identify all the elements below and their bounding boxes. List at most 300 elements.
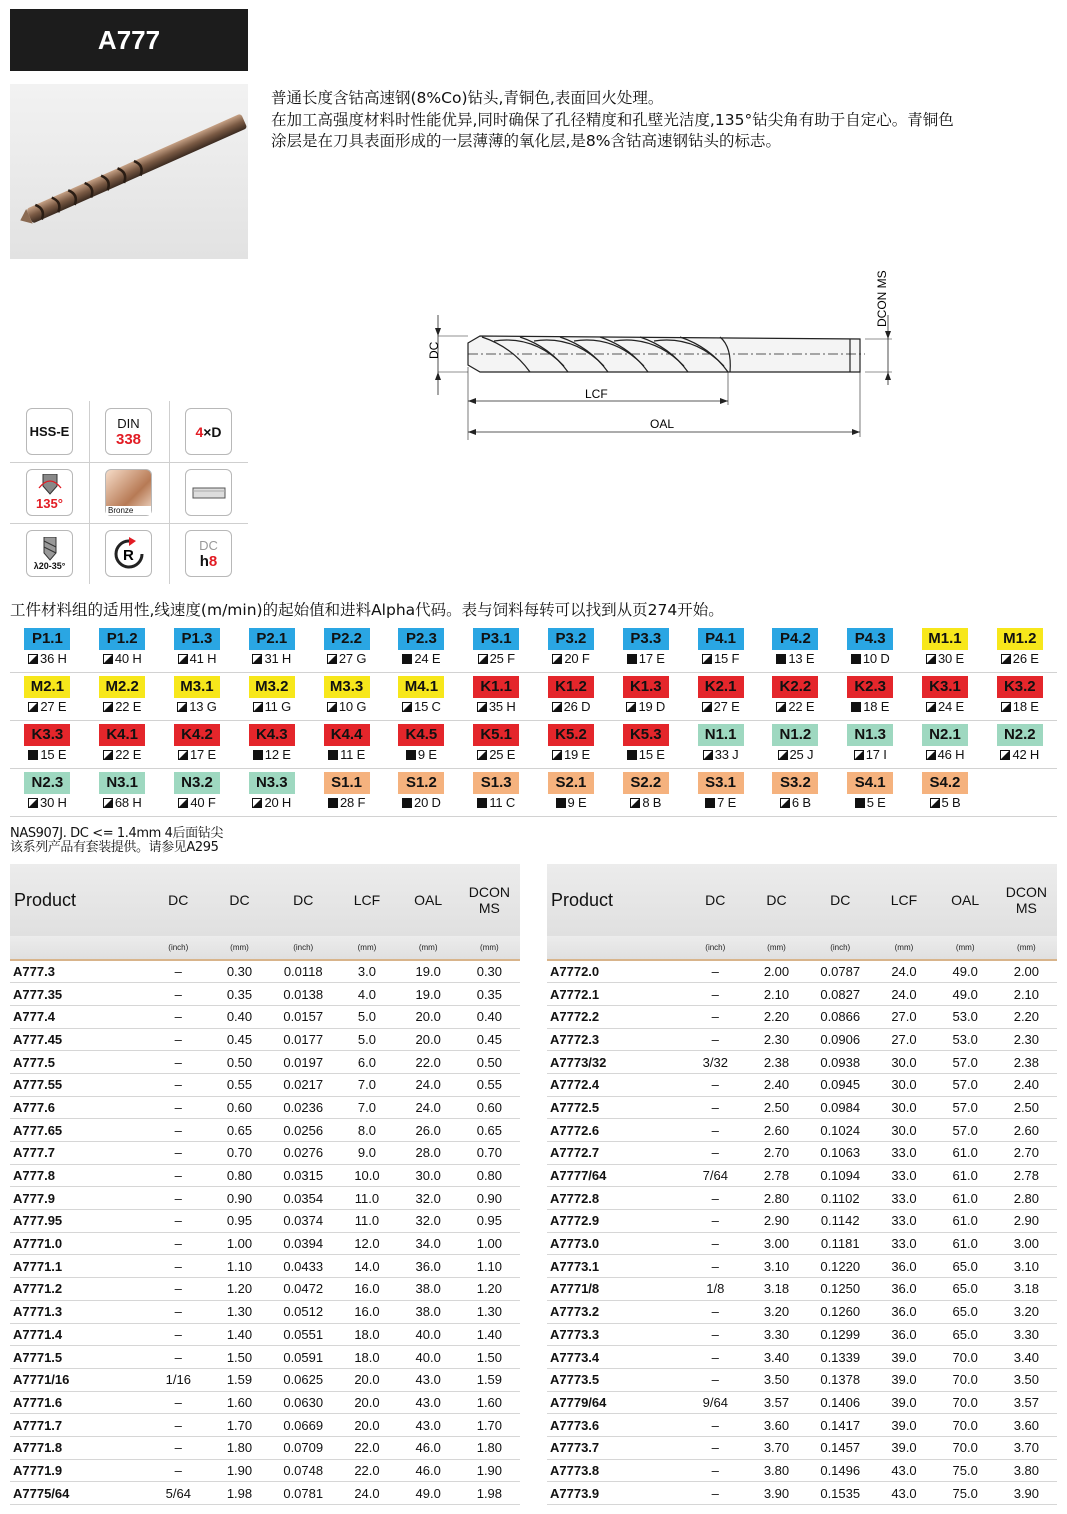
column-header: OAL	[398, 864, 459, 936]
half-square-icon	[1001, 702, 1011, 712]
product-code: A7771.6	[10, 1391, 148, 1414]
table-cell: 65.0	[935, 1323, 996, 1346]
material-code: S4.2	[922, 772, 968, 794]
product-code: A7773.1	[547, 1255, 685, 1278]
feed-code: E	[880, 699, 890, 714]
material-cell	[309, 772, 384, 816]
feed-code: E	[955, 699, 964, 714]
table-cell: –	[685, 1436, 746, 1459]
table-cell: 16.0	[336, 1278, 397, 1301]
material-code: M3.1	[174, 676, 220, 698]
feed-code: G	[356, 699, 367, 714]
feed-code: H	[281, 651, 292, 666]
material-code: M2.1	[24, 676, 70, 698]
table-cell: 24.0	[873, 960, 934, 983]
point-angle-icon: 135°	[26, 469, 73, 516]
table-row	[547, 1278, 1057, 1301]
table-cell: 61.0	[935, 1164, 996, 1187]
speed-value: 31	[264, 651, 279, 666]
table-cell: 38.0	[398, 1300, 459, 1323]
table-cell: –	[148, 1391, 209, 1414]
product-code: A7775/64	[10, 1482, 148, 1505]
table-cell: 1.60	[209, 1391, 270, 1414]
table-cell: 53.0	[935, 1005, 996, 1028]
table-cell: 70.0	[935, 1436, 996, 1459]
table-cell: 61.0	[935, 1232, 996, 1255]
table-row	[547, 1005, 1057, 1028]
half-square-icon	[477, 750, 487, 760]
description-line: 涂层是在刀具表面形成的一层薄薄的氧化层,是8%含钴高速钢钻头的标志。	[271, 132, 782, 150]
material-code: M1.1	[922, 628, 968, 650]
material-cell	[758, 724, 833, 768]
material-speed	[384, 698, 459, 716]
material-speed	[459, 746, 534, 764]
material-speed	[384, 794, 459, 812]
table-cell: 1.40	[459, 1323, 520, 1346]
column-header: LCF	[873, 864, 934, 936]
table-cell: 0.55	[459, 1073, 520, 1096]
icon-cell	[89, 401, 168, 462]
material-code: K3.2	[997, 676, 1043, 698]
product-code: A7773.7	[547, 1436, 685, 1459]
feed-code: G	[356, 651, 367, 666]
feed-code: F	[581, 651, 590, 666]
table-cell: 1.30	[209, 1300, 270, 1323]
table-cell: 3.90	[746, 1482, 807, 1505]
column-header: Product	[547, 864, 685, 936]
column-header: DCON MS	[996, 864, 1057, 936]
material-code: K3.3	[24, 724, 70, 746]
half-square-icon	[702, 654, 712, 664]
page-title: A777	[10, 9, 248, 71]
speed-value: 41	[189, 651, 204, 666]
table-cell: 2.38	[996, 1051, 1057, 1074]
speed-value: 6	[791, 795, 799, 810]
feed-code: H	[57, 651, 67, 666]
material-code: S1.1	[324, 772, 370, 794]
material-code: S1.3	[473, 772, 519, 794]
table-cell: –	[685, 1255, 746, 1278]
material-code: P2.1	[249, 628, 295, 650]
drill-dimension-diagram	[410, 255, 910, 440]
material-speed	[908, 650, 983, 668]
material-cell	[982, 724, 1057, 768]
table-cell: 38.0	[398, 1278, 459, 1301]
table-row	[10, 1300, 520, 1323]
speed-value: 28	[339, 795, 355, 810]
table-cell: 0.0256	[270, 1119, 336, 1142]
material-code: N1.1	[698, 724, 744, 746]
table-cell: 0.0472	[270, 1278, 336, 1301]
material-cell	[683, 676, 758, 720]
feed-code: E	[282, 747, 291, 762]
material-speed	[608, 746, 683, 764]
material-cell	[160, 676, 235, 720]
table-cell: 33.0	[873, 1187, 934, 1210]
speed-value: 10	[862, 651, 877, 666]
table-cell: 3.70	[996, 1436, 1057, 1459]
half-square-icon	[103, 750, 113, 760]
filled-square-icon	[627, 750, 637, 760]
table-cell: –	[148, 983, 209, 1006]
half-square-icon	[854, 750, 864, 760]
table-cell: 11.0	[336, 1210, 397, 1233]
speed-value: 11	[264, 699, 278, 714]
filled-square-icon	[328, 750, 338, 760]
table-cell: 0.30	[209, 960, 270, 983]
material-speed	[758, 794, 833, 812]
table-cell: 0.65	[459, 1119, 520, 1142]
table-cell: 0.0984	[807, 1096, 873, 1119]
table-cell: 70.0	[935, 1368, 996, 1391]
table-cell: 0.1260	[807, 1300, 873, 1323]
table-cell: 36.0	[873, 1300, 934, 1323]
half-square-icon	[252, 654, 262, 664]
speed-value: 42	[1012, 747, 1027, 762]
half-square-icon	[178, 654, 188, 664]
material-cell	[758, 772, 833, 816]
table-cell: 9/64	[685, 1391, 746, 1414]
table-cell: 61.0	[935, 1187, 996, 1210]
material-cell	[758, 628, 833, 672]
product-code: A7771.5	[10, 1346, 148, 1369]
drill-image	[10, 84, 248, 259]
speed-value: 25	[489, 651, 504, 666]
speed-value: 30	[40, 795, 55, 810]
product-code: A7772.2	[547, 1005, 685, 1028]
table-cell: 0.0118	[270, 960, 336, 983]
column-header: Product	[10, 864, 148, 936]
material-speed	[534, 746, 609, 764]
feed-code: H	[207, 651, 217, 666]
table-cell: 0.1457	[807, 1436, 873, 1459]
table-cell: 1.20	[459, 1278, 520, 1301]
table-cell: –	[685, 1119, 746, 1142]
table-cell: 0.0315	[270, 1164, 336, 1187]
feed-code: E	[431, 651, 441, 666]
material-cell	[608, 628, 683, 672]
material-code: P3.1	[473, 628, 519, 650]
table-cell: –	[685, 1142, 746, 1165]
feed-code: B	[652, 795, 662, 810]
helix-angle-icon: λ20-35°	[26, 530, 73, 577]
material-cell	[608, 772, 683, 816]
table-cell: 24.0	[398, 1096, 459, 1119]
material-code: P4.2	[772, 628, 818, 650]
table-row	[10, 1028, 520, 1051]
table-cell: 65.0	[935, 1278, 996, 1301]
material-cell	[534, 628, 609, 672]
table-cell: 0.0433	[270, 1255, 336, 1278]
half-square-icon	[103, 654, 113, 664]
table-cell: 0.0512	[270, 1300, 336, 1323]
table-cell: 0.0157	[270, 1005, 336, 1028]
table-row	[547, 1323, 1057, 1346]
material-code: K1.1	[473, 676, 519, 698]
table-cell: –	[148, 1414, 209, 1437]
product-photo	[10, 84, 248, 259]
table-cell: 20.0	[336, 1368, 397, 1391]
half-square-icon	[103, 798, 113, 808]
material-speed	[10, 698, 85, 716]
table-cell: 0.0138	[270, 983, 336, 1006]
table-cell: 24.0	[398, 1073, 459, 1096]
speed-value: 13	[189, 699, 204, 714]
note-line: 该系列产品有套装提供。请参见A295	[10, 840, 219, 855]
table-cell: 2.80	[996, 1187, 1057, 1210]
material-code: N3.1	[99, 772, 145, 794]
material-code: P3.3	[623, 628, 669, 650]
feed-code: J	[806, 747, 814, 762]
table-cell: 0.0197	[270, 1051, 336, 1074]
material-cell	[908, 628, 983, 672]
product-code: A7771.7	[10, 1414, 148, 1437]
dcon-label: DCON MS	[875, 270, 889, 327]
table-cell: 0.40	[209, 1005, 270, 1028]
product-code: A777.95	[10, 1210, 148, 1233]
table-cell: 1.00	[459, 1232, 520, 1255]
material-cell	[10, 724, 85, 768]
speed-value: 20	[414, 795, 429, 810]
product-code: A7771.1	[10, 1255, 148, 1278]
speed-value: 15	[414, 699, 429, 714]
din-standard-icon: DIN 338	[105, 408, 152, 455]
speed-value: 12	[264, 747, 279, 762]
column-header: LCF	[336, 864, 397, 936]
table-cell: 3.10	[996, 1255, 1057, 1278]
column-unit: (inch)	[148, 936, 209, 960]
material-cell	[384, 724, 459, 768]
half-square-icon	[1000, 750, 1010, 760]
feed-code: E	[506, 747, 516, 762]
table-cell: 0.1181	[807, 1232, 873, 1255]
material-speed	[234, 746, 309, 764]
table-cell: 3.50	[746, 1368, 807, 1391]
speed-value: 11	[489, 795, 503, 810]
material-cell	[683, 772, 758, 816]
material-code: P1.1	[24, 628, 70, 650]
material-speed	[85, 746, 160, 764]
column-unit: (inch)	[270, 936, 336, 960]
table-cell: 4.0	[336, 983, 397, 1006]
material-speed	[683, 794, 758, 812]
table-cell: 18.0	[336, 1323, 397, 1346]
table-cell: –	[148, 1278, 209, 1301]
product-code: A7777/64	[547, 1164, 685, 1187]
material-cell	[833, 724, 908, 768]
table-cell: 3.20	[996, 1300, 1057, 1323]
material-speed	[534, 698, 609, 716]
table-row	[10, 1164, 520, 1187]
material-speed	[309, 698, 384, 716]
table-cell: 3.0	[336, 960, 397, 983]
materials-row	[10, 625, 1057, 673]
material-code: K3.1	[922, 676, 968, 698]
table-cell: 12.0	[336, 1232, 397, 1255]
bronze-coating-icon: Bronze	[105, 469, 152, 516]
material-speed	[908, 794, 983, 812]
table-cell: 3.30	[996, 1323, 1057, 1346]
table-cell: 0.0354	[270, 1187, 336, 1210]
speed-value: 15	[638, 747, 653, 762]
material-code: S4.1	[847, 772, 893, 794]
product-code: A7773.2	[547, 1300, 685, 1323]
feed-code: E	[57, 699, 67, 714]
table-cell: 0.50	[209, 1051, 270, 1074]
table-cell: –	[685, 1187, 746, 1210]
material-cell	[85, 628, 160, 672]
column-header: DC	[148, 864, 209, 936]
table-cell: 3.00	[746, 1232, 807, 1255]
product-code: A7771.9	[10, 1459, 148, 1482]
filled-square-icon	[851, 654, 861, 664]
table-cell: 14.0	[336, 1255, 397, 1278]
straight-shank-icon	[185, 469, 232, 516]
table-cell: 0.55	[209, 1073, 270, 1096]
table-cell: 1.10	[459, 1255, 520, 1278]
product-code: A7773.4	[547, 1346, 685, 1369]
half-square-icon	[478, 654, 488, 664]
speed-value: 17	[638, 651, 653, 666]
table-cell: 5.0	[336, 1005, 397, 1028]
table-cell: 24.0	[336, 1482, 397, 1505]
table-row	[10, 1232, 520, 1255]
table-cell: 0.80	[209, 1164, 270, 1187]
table-cell: 0.30	[459, 960, 520, 983]
table-cell: 3.40	[996, 1346, 1057, 1369]
product-code: A7773.6	[547, 1414, 685, 1437]
material-speed	[683, 746, 758, 764]
half-square-icon	[477, 702, 487, 712]
table-cell: 40.0	[398, 1323, 459, 1346]
material-hsse-icon: HSS-E	[26, 408, 73, 455]
table-cell: –	[685, 960, 746, 983]
table-cell: 0.1299	[807, 1323, 873, 1346]
table-row	[547, 1459, 1057, 1482]
feed-code: H	[57, 795, 67, 810]
product-code: A7771.2	[10, 1278, 148, 1301]
speed-value: 40	[190, 795, 205, 810]
table-cell: 0.1250	[807, 1278, 873, 1301]
material-speed	[234, 650, 309, 668]
table-cell: 43.0	[398, 1368, 459, 1391]
material-code: N1.2	[772, 724, 818, 746]
description-line: 普通长度含钴高速钢(8%Co)钻头,青铜色,表面回火处理。	[271, 89, 664, 107]
table-cell: 33.0	[873, 1210, 934, 1233]
product-code: A7773.3	[547, 1323, 685, 1346]
table-row	[10, 1255, 520, 1278]
table-cell: 1.80	[209, 1436, 270, 1459]
materials-row	[10, 769, 1057, 817]
speed-value: 13	[788, 651, 803, 666]
feed-code: H	[132, 651, 142, 666]
table-cell: 61.0	[935, 1210, 996, 1233]
table-cell: 5.0	[336, 1028, 397, 1051]
table-cell: 3/32	[685, 1051, 746, 1074]
table-cell: –	[148, 1323, 209, 1346]
table-cell: 0.0827	[807, 983, 873, 1006]
material-speed	[982, 746, 1057, 764]
table-cell: 2.70	[746, 1142, 807, 1165]
table-cell: –	[148, 1142, 209, 1165]
column-unit: (mm)	[398, 936, 459, 960]
table-cell: 65.0	[935, 1300, 996, 1323]
table-cell: 39.0	[873, 1346, 934, 1369]
feed-code: E	[207, 747, 216, 762]
product-code: A7771/8	[547, 1278, 685, 1301]
material-speed	[160, 794, 235, 812]
column-unit: (mm)	[935, 936, 996, 960]
note	[10, 827, 223, 855]
table-cell: 0.1142	[807, 1210, 873, 1233]
table-cell: 6.0	[336, 1051, 397, 1074]
material-code: P3.2	[548, 628, 594, 650]
icon-cell	[89, 523, 168, 584]
column-header: DC	[746, 864, 807, 936]
feed-code: E	[1030, 699, 1039, 714]
material-speed	[833, 794, 908, 812]
material-speed	[459, 794, 534, 812]
product-code: A7773.0	[547, 1232, 685, 1255]
table-unit-row	[547, 936, 1057, 960]
table-cell: 30.0	[873, 1073, 934, 1096]
table-cell: 0.0781	[270, 1482, 336, 1505]
half-square-icon	[778, 750, 788, 760]
material-code: S3.2	[772, 772, 818, 794]
product-code: A7771.3	[10, 1300, 148, 1323]
table-cell: 3.70	[746, 1436, 807, 1459]
material-speed	[758, 650, 833, 668]
icon-cell	[169, 462, 248, 523]
product-code: A7771.0	[10, 1232, 148, 1255]
table-cell: 57.0	[935, 1073, 996, 1096]
feature-icons	[10, 401, 248, 584]
material-speed	[459, 698, 534, 716]
material-cell	[384, 676, 459, 720]
speed-value: 18	[863, 699, 878, 714]
table-cell: –	[685, 1232, 746, 1255]
table-cell: 0.70	[209, 1142, 270, 1165]
speed-value: 30	[938, 651, 953, 666]
material-cell	[683, 628, 758, 672]
table-row	[547, 1210, 1057, 1233]
material-code: K4.5	[398, 724, 444, 746]
product-code: A777.55	[10, 1073, 148, 1096]
half-square-icon	[926, 654, 936, 664]
product-code: A7772.3	[547, 1028, 685, 1051]
material-speed	[833, 650, 908, 668]
table-cell: 27.0	[873, 1005, 934, 1028]
feed-code: B	[802, 795, 811, 810]
table-cell: 16.0	[336, 1300, 397, 1323]
material-speed	[85, 794, 160, 812]
column-header: DC	[807, 864, 873, 936]
table-cell: 0.35	[209, 983, 270, 1006]
table-row	[10, 960, 520, 983]
table-cell: 1.70	[209, 1414, 270, 1437]
speed-value: 9	[567, 795, 575, 810]
feed-code: G	[206, 699, 217, 714]
half-square-icon	[552, 702, 562, 712]
material-code: K2.1	[698, 676, 744, 698]
table-cell: 1.90	[209, 1459, 270, 1482]
material-code: K4.2	[174, 724, 220, 746]
material-cell	[608, 724, 683, 768]
filled-square-icon	[776, 654, 786, 664]
table-cell: 1.00	[209, 1232, 270, 1255]
material-speed	[10, 746, 85, 764]
material-code: N3.3	[249, 772, 295, 794]
